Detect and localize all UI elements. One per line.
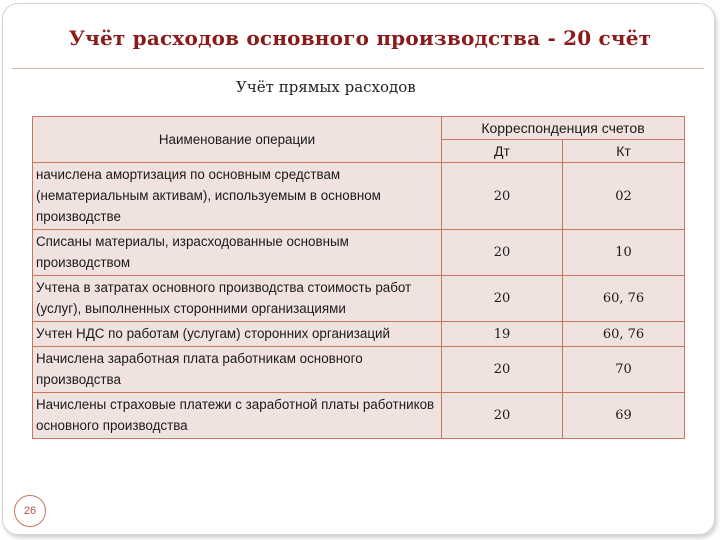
slide-subtitle: Учёт прямых расходов: [236, 78, 416, 96]
table-row: [33, 393, 685, 439]
slide-number: 26: [14, 495, 46, 527]
operation-cell: Списаны материалы, израсходованные основным производством: [33, 230, 442, 276]
credit-cell: 60, 76: [563, 276, 685, 322]
debit-cell: 20: [442, 276, 563, 322]
slide-title: Учёт расходов основного производства - 20 счёт: [68, 26, 652, 50]
credit-cell: 60, 76: [563, 322, 685, 347]
operation-cell: начислена амортизация по основным средствам (нематериальным активам), используемым в основном производстве: [33, 163, 442, 230]
operation-cell: Начислена заработная плата работникам основного производства: [33, 347, 442, 393]
credit-cell: 02: [563, 163, 685, 230]
credit-cell: 70: [563, 347, 685, 393]
table-row: [33, 276, 685, 322]
credit-cell: 10: [563, 230, 685, 276]
debit-cell: 20: [442, 393, 563, 439]
debit-cell: 19: [442, 322, 563, 347]
header-correspondence: Корреспонденция счетов: [442, 117, 685, 140]
operation-cell: Учтена в затратах основного производства стоимость работ (услуг), выполненных сторонними организациями: [33, 276, 442, 322]
title-divider: [12, 68, 704, 69]
header-debit: Дт: [442, 140, 563, 163]
accounts-table: [32, 116, 685, 439]
header-operation: Наименование операции: [33, 117, 442, 163]
table-row: [33, 230, 685, 276]
debit-cell: 20: [442, 347, 563, 393]
debit-cell: 20: [442, 163, 563, 230]
operation-cell: Учтен НДС по работам (услугам) сторонних организаций: [33, 322, 442, 347]
debit-cell: 20: [442, 230, 563, 276]
table-row: [33, 163, 685, 230]
table-row: [33, 322, 685, 347]
operation-cell: Начислены страховые платежи с заработной платы работников основного производства: [33, 393, 442, 439]
table-row: [33, 347, 685, 393]
credit-cell: 69: [563, 393, 685, 439]
header-credit: Кт: [563, 140, 685, 163]
